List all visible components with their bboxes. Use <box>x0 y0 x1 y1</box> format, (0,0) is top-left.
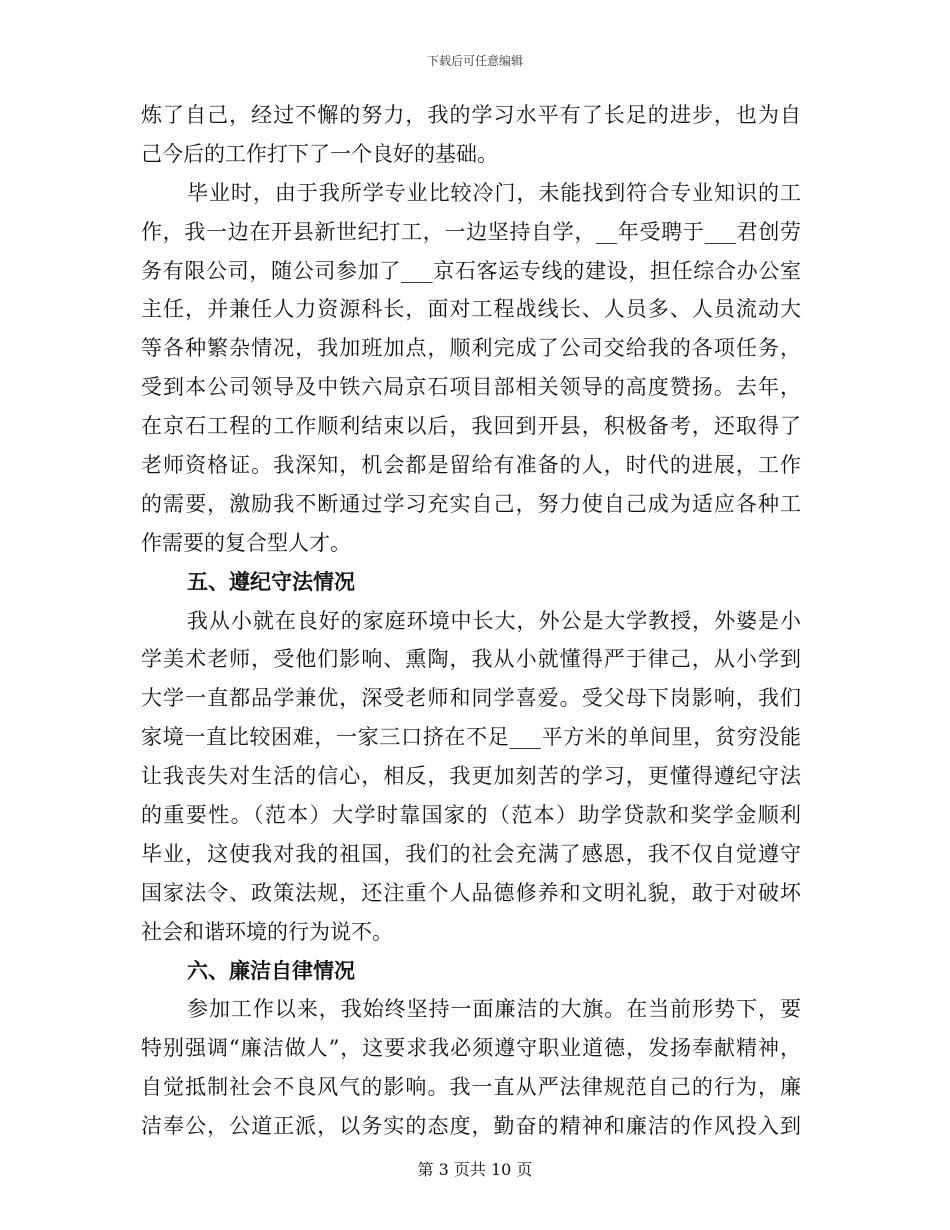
text-line: 等各种繁杂情况，我加班加点，顺利完成了公司交给我的各项任务， <box>141 336 801 361</box>
page-footer: 第 3 页共 10 页 <box>417 1160 533 1179</box>
document-body <box>141 96 801 1146</box>
text-line: 社会和谐环境的行为说不。 <box>141 919 393 944</box>
section-heading: 五、遵纪守法情况 <box>187 568 355 594</box>
page-header: 下载后可任意编辑 <box>426 54 523 68</box>
text-line: 毕业，这使我对我的祖国，我们的社会充满了感恩，我不仅自觉遵守 <box>141 841 801 866</box>
text-line: 主任，并兼任人力资源科长，面对工程战线长、人员多、人员流动大 <box>141 297 801 322</box>
text-line: 自觉抵制社会不良风气的影响。我一直从严法律规范自己的行为，廉 <box>141 1075 801 1100</box>
text-line: 务有限公司，随公司参加了___京石客运专线的建设，担任综合办公室 <box>141 258 801 283</box>
text-line: 在京石工程的工作顺利结束以后，我回到开县，积极备考，还取得了 <box>141 414 801 439</box>
text-line: 洁奉公，公道正派，以务实的态度，勤奋的精神和廉洁的作风投入到 <box>141 1114 801 1139</box>
text-line: 老师资格证。我深知，机会都是留给有准备的人，时代的进展，工作 <box>141 453 801 478</box>
text-line: 炼了自己，经过不懈的努力，我的学习水平有了长足的进步，也为自 <box>141 103 801 127</box>
text-line: 学美术老师，受他们影响、熏陶，我从小就懂得严于律己，从小学到 <box>141 647 801 672</box>
text-line: 国家法令、政策法规，还注重个人品德修养和文明礼貌，敢于对破坏 <box>141 880 801 905</box>
text-line: 毕业时，由于我所学专业比较冷门，未能找到符合专业知识的工 <box>187 180 801 205</box>
text-line: 家境一直比较困难，一家三口挤在不足___平方米的单间里，贫穷没能 <box>141 725 801 750</box>
text-line: 受到本公司领导及中铁六局京石项目部相关领导的高度赞扬。去年， <box>141 375 801 400</box>
text-line: 特别强调“廉洁做人”，这要求我必须遵守职业道德，发扬奉献精神， <box>141 1036 801 1061</box>
text-line: 的需要，激励我不断通过学习充实自己，努力使自己成为适应各种工 <box>141 491 801 516</box>
text-line: 大学一直都品学兼优，深受老师和同学喜爱。受父母下岗影响，我们 <box>141 686 801 711</box>
text-line: 让我丧失对生活的信心，相反，我更加刻苦的学习，更懂得遵纪守法 <box>141 764 801 789</box>
text-line: 作，我一边在开县新世纪打工，一边坚持自学，__年受聘于___君创劳 <box>141 219 801 244</box>
text-line: 己今后的工作打下了一个良好的基础。 <box>141 141 498 166</box>
text-line: 我从小就在良好的家庭环境中长大，外公是大学教授，外婆是小 <box>187 608 801 633</box>
text-line: 作需要的复合型人才。 <box>141 530 351 555</box>
text-line: 参加工作以来，我始终坚持一面廉洁的大旗。在当前形势下，要 <box>187 997 801 1022</box>
text-line: 的重要性。（范本）大学时靠国家的（范本）助学贷款和奖学金顺利 <box>141 803 801 828</box>
section-heading: 六、廉洁自律情况 <box>187 957 355 983</box>
